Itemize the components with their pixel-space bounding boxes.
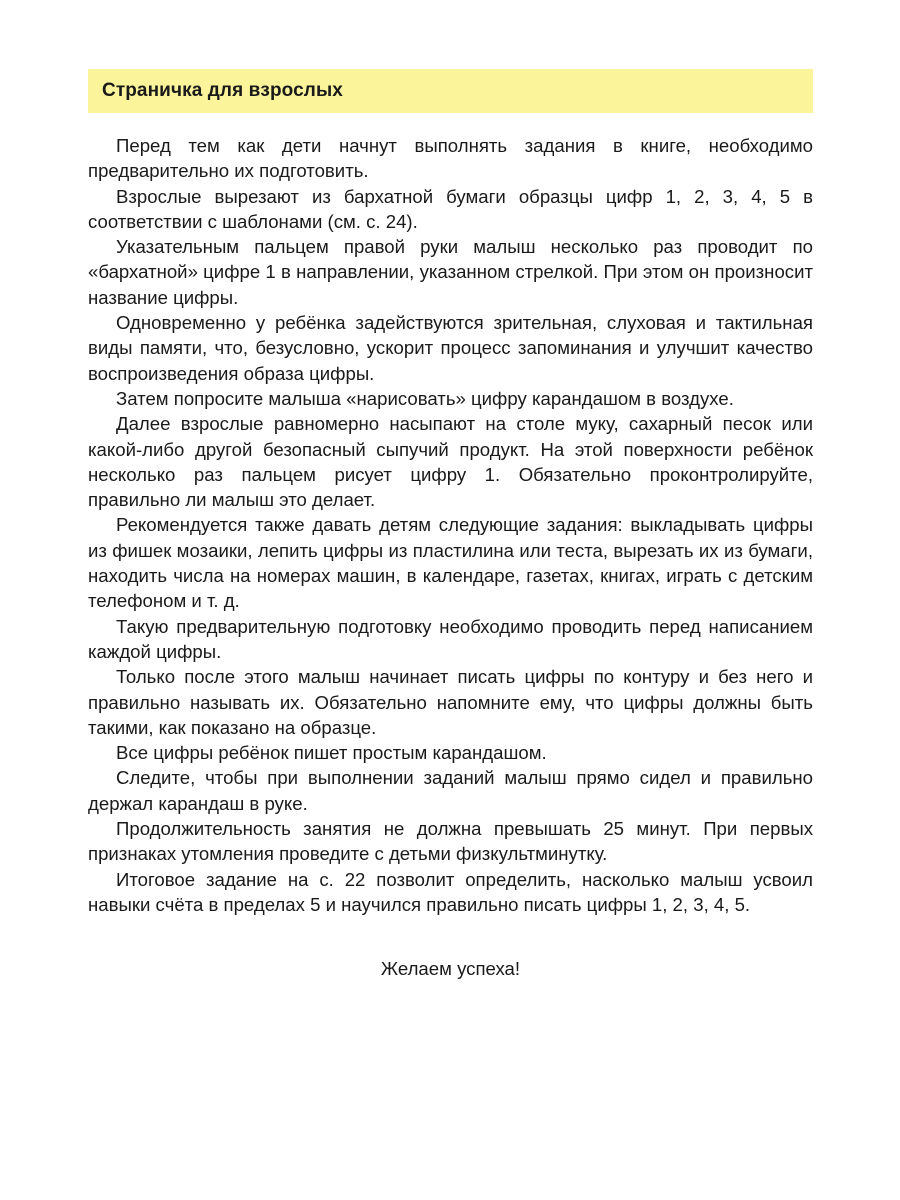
paragraph: Затем попросите малыша «нарисовать» цифру карандашом в воздухе. (116, 387, 734, 409)
page (88, 0, 813, 1200)
paragraph: Итоговое задание на с. 22 позволит определить, насколько малыш усвоил навыки счёта в пределах 5 и научился правильно писать цифры 1, 2, 3, 4, 5. (88, 868, 813, 915)
section-header-band (88, 69, 813, 113)
paragraph: Одновременно у ребёнка задействуются зрительная, слуховая и тактильная виды памяти, что, безусловно, ускорит процесс запоминания и улучшит качество воспроизведения образа цифры. (88, 312, 813, 384)
paragraph: Перед тем как дети начнут выполнять задания в книге, необходимо предварительно их подготовить. (88, 135, 813, 182)
paragraph: Рекомендуется также давать детям следующие задания: выкладывать цифры из фишек мозаики, лепить цифры из пластилина или теста, вырезать их из бумаги, находить числа на номерах машин, в календаре, газетах, книгах, играть с детским телефоном и т. д. (88, 514, 813, 612)
paragraph: Взрослые вырезают из бархатной бумаги образцы цифр 1, 2, 3, 4, 5 в соответствии с шаблонами (см. с. 24). (88, 185, 813, 232)
paragraph: Такую предварительную подготовку необходимо проводить перед написанием каждой цифры. (88, 615, 813, 662)
paragraph: Продолжительность занятия не должна превышать 25 минут. При первых признаках утомления проведите с детьми физкультминутку. (88, 818, 813, 865)
section-title: Страничка для взрослых (102, 80, 343, 101)
paragraph: Только после этого малыш начинает писать цифры по контуру и без него и правильно называть их. Обязательно напомните ему, что цифры должны быть такими, как показано на образце. (88, 666, 813, 738)
paragraph: Далее взрослые равномерно насыпают на столе муку, сахарный песок или какой-либо другой безопасный сыпучий продукт. На этой поверхности ребёнок несколько раз пальцем рисует цифру 1. Обязательно проконтролируйте, правильно ли малыш это делает. (88, 413, 813, 511)
body-text (88, 133, 813, 917)
paragraph: Указательным пальцем правой руки малыш несколько раз проводит по «бархатной» цифре 1 в направлении, указанном стрелкой. При этом он произносит название цифры. (88, 236, 813, 308)
closing-line: Желаем успеха! (380, 958, 521, 979)
paragraph: Следите, чтобы при выполнении заданий малыш прямо сидел и правильно держал карандаш в руке. (88, 767, 813, 814)
paragraph: Все цифры ребёнок пишет простым карандашом. (116, 742, 547, 764)
